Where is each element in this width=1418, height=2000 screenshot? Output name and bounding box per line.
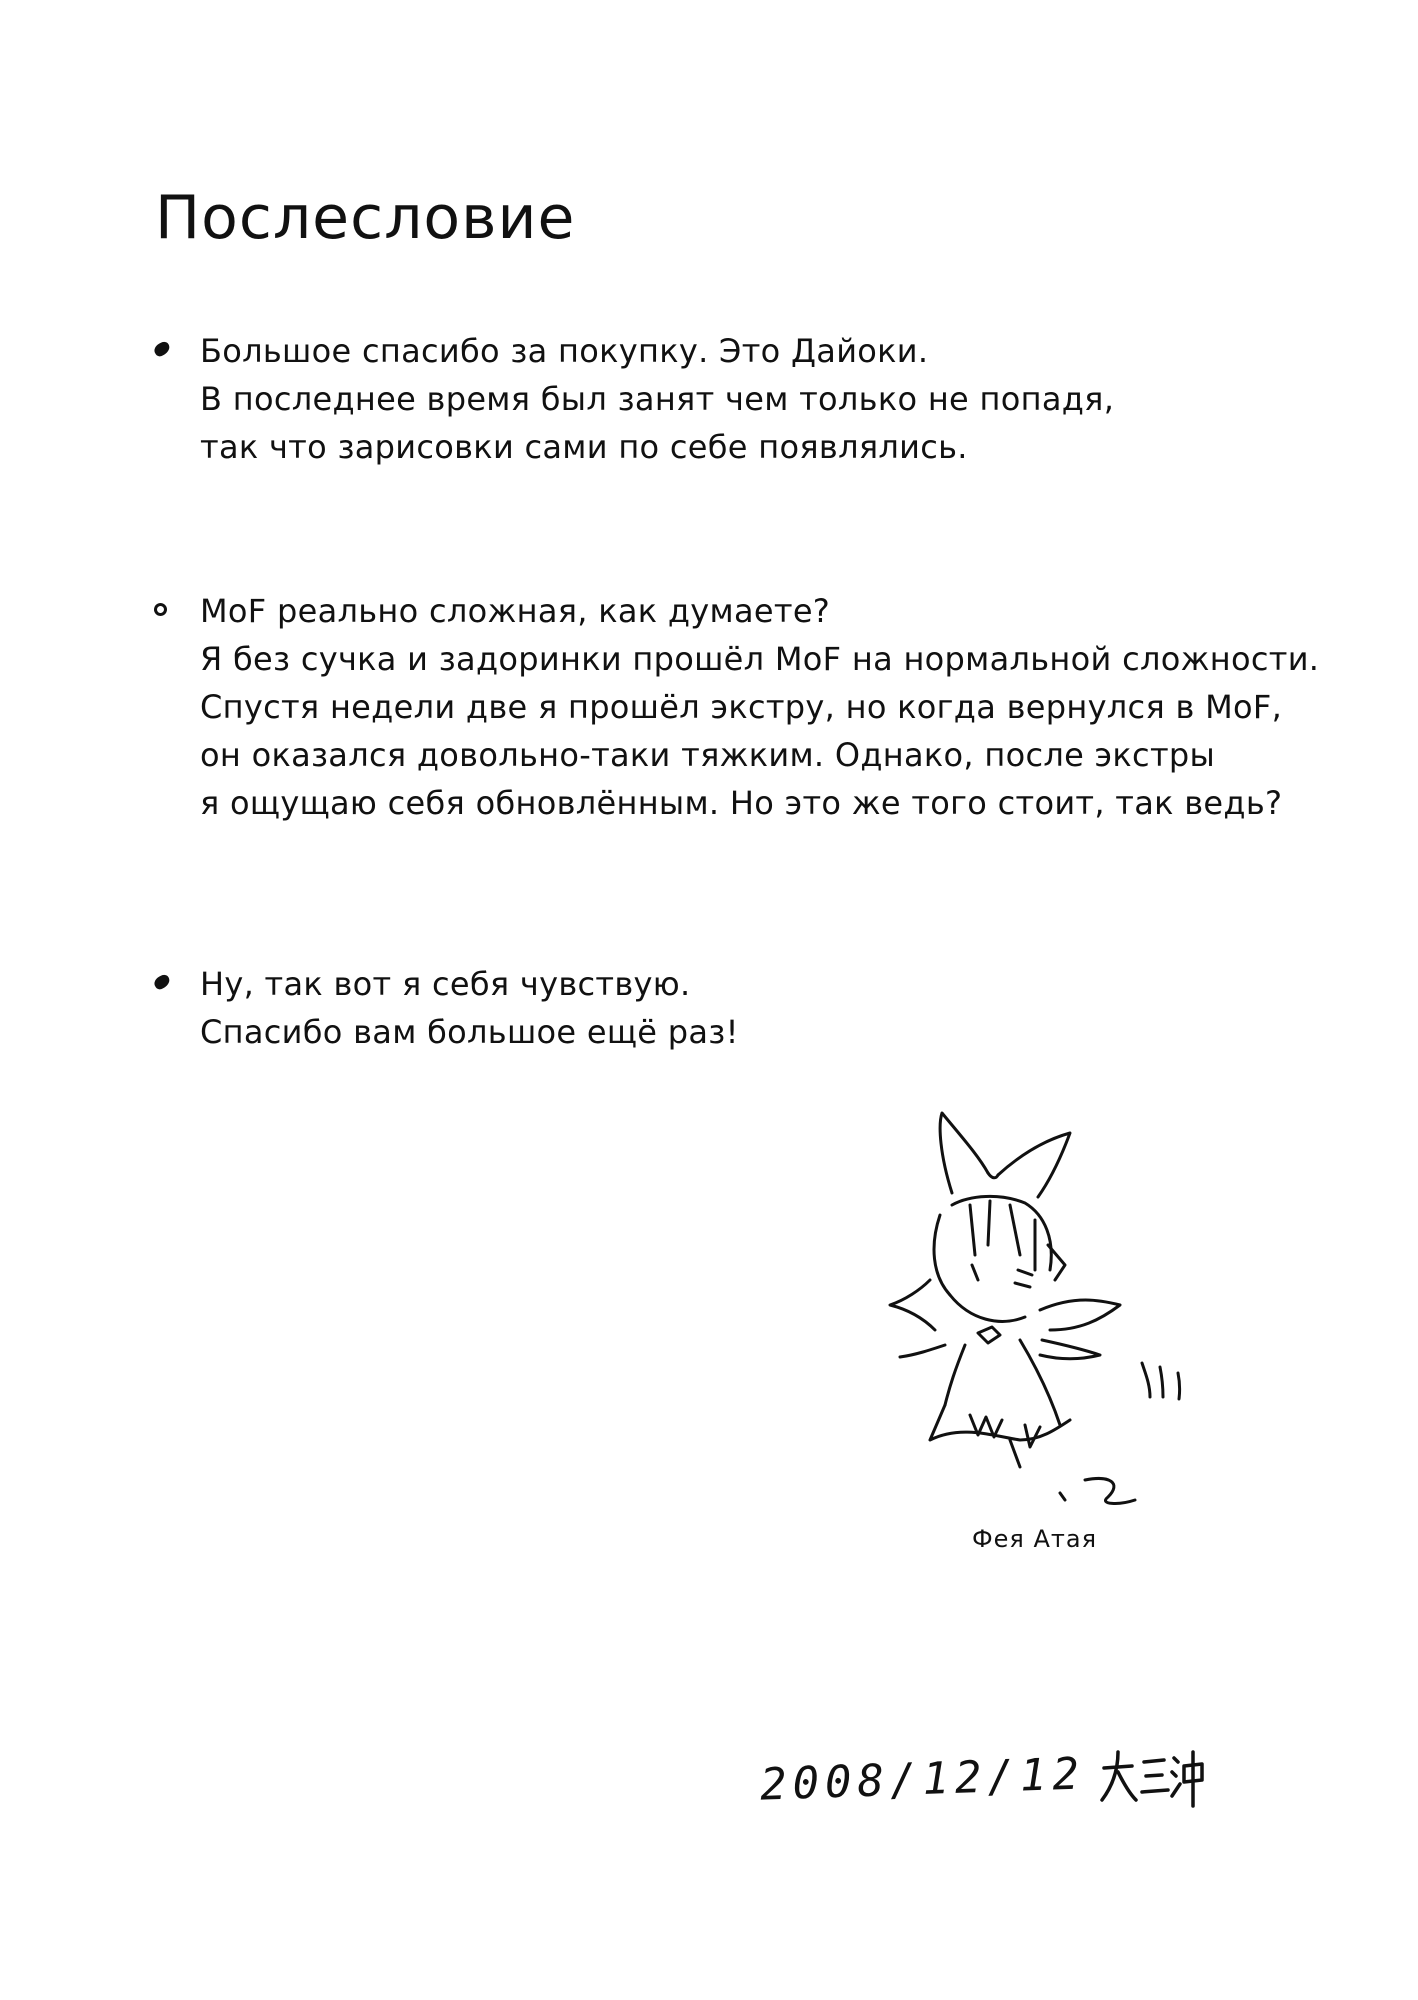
text-line: Ну, так вот я себя чувствую. xyxy=(200,965,691,1003)
text-line: MoF реально сложная, как думаете? xyxy=(200,592,831,630)
text-line: Спасибо вам большое ещё раз! xyxy=(200,1013,739,1051)
signature-date: 2008/12/12 xyxy=(759,1748,1086,1811)
text-line: Я без сучка и задоринки прошёл MoF на нормальной сложности. xyxy=(200,640,1320,678)
illustration-caption: Фея Атая xyxy=(972,1525,1098,1553)
page-title: Послесловие xyxy=(155,183,576,253)
text-line: так что зарисовки сами по себе появлялись. xyxy=(200,428,968,466)
text-line: я ощущаю себя обновлённым. Но это же того стоит, так ведь? xyxy=(200,784,1283,822)
signature-name xyxy=(1098,1748,1208,1810)
paragraph-mof xyxy=(200,587,1320,827)
text-line: Большое спасибо за покупку. Это Дайоки. xyxy=(200,332,929,370)
bullet-icon xyxy=(152,340,172,358)
paragraph-closing xyxy=(200,960,1320,1056)
bullet-icon xyxy=(152,973,172,991)
text-line: он оказался довольно-таки тяжким. Однако, после экстры xyxy=(200,736,1216,774)
bullet-icon xyxy=(152,601,170,619)
fairy-sketch-illustration xyxy=(860,1105,1260,1525)
text-line: Спустя недели две я прошёл экстру, но когда вернулся в MoF, xyxy=(200,688,1283,726)
paragraph-thanks xyxy=(200,327,1320,471)
text-line: В последнее время был занят чем только не попадя, xyxy=(200,380,1115,418)
